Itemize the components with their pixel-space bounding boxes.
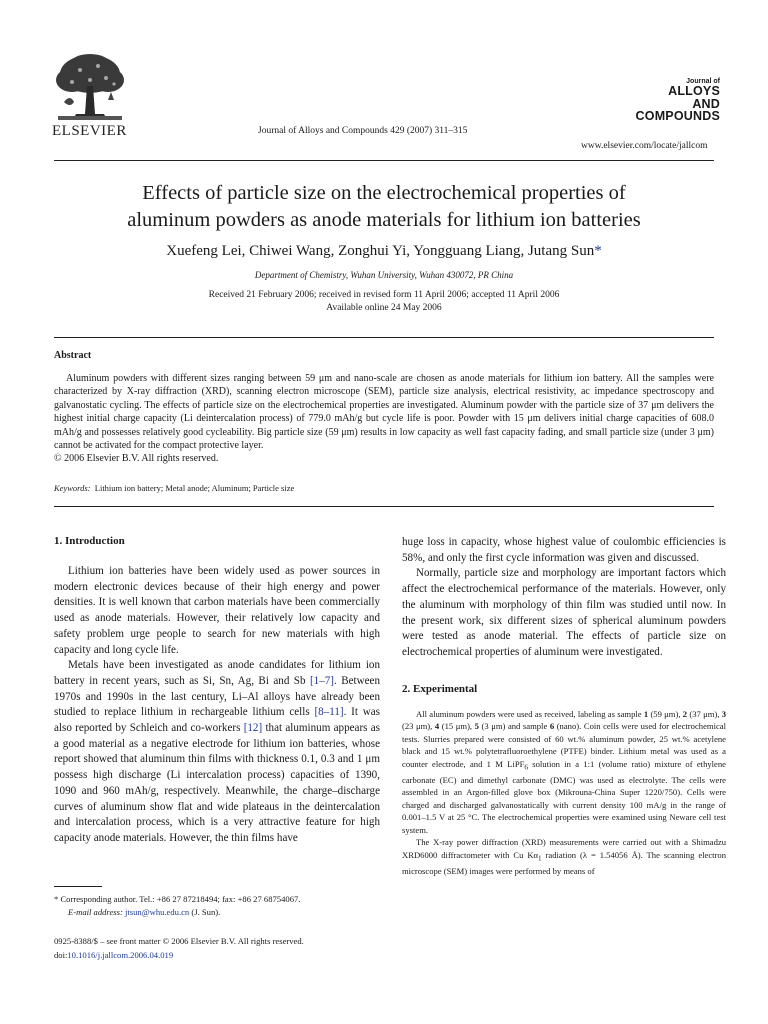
exp-p1-b: (nano). Coin cells were used for electrochemical tests. Slurries prepared were consisted of 60 wt.% aluminum powder, 25 wt.% acetylene black and 15 wt.% polytetrafluoroethylene (PTFE) binder. Lithium metal was used as a counter electrode, and 1 M LiPF — [402, 721, 726, 769]
journal-logo-line3: AND COMPOUNDS — [635, 96, 720, 123]
exp-p1-c: solution in a 1:1 (volume ratio) mixture of ethylene carbonate (EC) and dimethyl carbonate (DMC) was used as electrolyte. The cells were assembled in an Argon-filled glove box (Mikrouna-China Super 1220/750). Cells were charged and discharged galvanostatically with current density 100 mA/g in the range of 0.001–1.5 V at 25 °C. The electrochemical properties were examined using Neware cell test system. — [402, 758, 726, 835]
publication-dates — [60, 289, 708, 314]
email-label: E-mail address: — [68, 907, 123, 917]
author-email-link[interactable]: jtsun@whu.edu.cn — [124, 907, 190, 917]
abstract-text: Aluminum powders with different sizes ranging between 59 μm and nano-scale are chosen as anode materials for lithium ion battery. All the samples were characterized by X-ray diffraction (XRD), scanning electron microscope (SEM), particle size analysis, electrical resistivity, ac impedance spectroscopy and galvanostatic cycling. The effects of particle size on the electrochemical properties are investigated. Aluminum powder with the particle size of 37 μm delivers the highest initial charge capacity (Li deintercalation process) of 779.0 mAh/g but cycle life is poor. Powder with 15 μm delivers initial charge capacities of 608.0 mAh/g and possesses relatively good cycleability. Big particle size (59 μm) results in low capacity as well fast capacity fading, and small particle size (under 3 μm) cannot be activated for the compact protective layer. — [54, 373, 714, 452]
journal-url[interactable]: www.elsevier.com/locate/jallcom — [581, 141, 708, 151]
right-column — [402, 535, 726, 878]
footnote-divider — [54, 886, 102, 887]
intro-p2-text-b: . Between 1970s and 1990s in the last century, Li–Al alloys have already been studied to replace lithium in rechargeable lithium cells — [54, 674, 381, 719]
sample-4-label: 4 — [434, 721, 440, 732]
exp-p1-a: All aluminum powders were used as received, labeling as sample — [416, 708, 644, 719]
footnote-mark: * — [54, 894, 59, 904]
intro-p2-text-a: Metals have been investigated as anode candidates for lithium ion battery in recent years, such as Si, Sn, Ag, Bi and Sb — [54, 659, 380, 687]
front-matter — [54, 935, 384, 962]
exp-p2-b: radiation (λ = 1.54056 Å). The scanning electron microscope (SEM) images were performed by means of — [402, 849, 726, 877]
journal-citation: Journal of Alloys and Compounds 429 (2007) 311–315 — [258, 126, 468, 136]
reference-link-1-7[interactable]: [1–7] — [309, 674, 334, 687]
reference-link-12[interactable]: [12] — [243, 722, 263, 735]
doi-label: doi: — [54, 949, 68, 960]
corresponding-author-footnote — [54, 893, 384, 919]
sample-5-label: 5 — [474, 721, 479, 732]
abstract-top-divider — [54, 337, 714, 338]
corresponding-author-mark[interactable]: * — [594, 243, 602, 259]
sample-1-label: 1 — [643, 708, 649, 719]
online-date: Available online 24 May 2006 — [326, 302, 442, 313]
affiliation: Department of Chemistry, Wuhan University, Wuhan 430072, PR China — [254, 270, 514, 280]
authors-text: Xuefeng Lei, Chiwei Wang, Zonghui Yi, Yongguang Liang, Jutang Sun — [166, 243, 595, 259]
keywords — [54, 483, 294, 493]
abstract-heading: Abstract — [54, 350, 92, 361]
kalpha-subscript: 1 — [538, 854, 542, 863]
intro-paragraph-2 — [54, 658, 380, 846]
title-line-1: Effects of particle size on the electrochemical properties of — [142, 182, 626, 204]
footnote-contact: Corresponding author. Tel.: +86 27 87218494; fax: +86 27 68754067. — [58, 894, 301, 904]
exp-p1-s2: (37 μm), — [687, 708, 722, 719]
abstract-bottom-divider — [54, 506, 714, 507]
sample-3-label: 3 — [721, 708, 726, 719]
sample-6-label: 6 — [549, 721, 555, 732]
exp-p2-a: The X-ray power diffraction (XRD) measurements were carried out with a Shimadzu XRD6000 diffractometer with Cu Kα — [402, 837, 726, 860]
experimental-heading: 2. Experimental — [402, 682, 478, 695]
reference-link-8-11[interactable]: [8–11] — [314, 706, 344, 719]
elsevier-tree-logo — [50, 52, 130, 124]
abstract-body — [54, 372, 714, 466]
intro-paragraph-3: Normally, particle size and morphology are important factors which affect the electrochemical performance of the materials. However, only the aluminum with morphology of thin film was studied until now. In the present work, six different sizes of spherical aluminum powders were tested as anode material. The effects of particle size on electrochemical properties of aluminum were investigated. — [402, 567, 726, 658]
received-dates: Received 21 February 2006; received in revised form 11 April 2006; accepted 11 April 2006 — [208, 290, 560, 300]
exp-p1-s4: (15 μm), — [439, 721, 475, 732]
lipf6-subscript: 6 — [524, 763, 528, 772]
intro-p2-text-c: . It was also reported by Schleich and co-workers — [54, 706, 380, 735]
publisher-wordmark: ELSEVIER — [52, 123, 127, 139]
doi-link[interactable]: 10.1016/j.jallcom.2006.04.019 — [67, 949, 174, 960]
introduction-heading: 1. Introduction — [54, 535, 125, 547]
exp-p1-s3: (23 μm), — [402, 721, 435, 732]
title-line-2: aluminum powders as anode materials for lithium ion batteries — [127, 209, 641, 231]
keywords-list: Lithium ion battery; Metal anode; Aluminum; Particle size — [94, 483, 295, 493]
paper-title — [60, 180, 708, 234]
experimental-paragraph-1 — [402, 708, 726, 837]
author-list — [60, 243, 708, 260]
left-column — [54, 535, 380, 847]
intro-continued-paragraph: huge loss in capacity, whose highest value of coulombic efficiencies is 58%, and only the first cycle information was given and discussed. — [402, 536, 726, 564]
header-divider — [54, 160, 714, 161]
intro-paragraph-1: Lithium ion batteries have been widely used as power sources in modern electronic devices because of their high energy and power densities. It is well known that carbon materials have been commercially used as anode materials. However, their relatively low capacity and safety problem urge people to search for new materials with high capacity and long cycle life. — [54, 565, 380, 656]
exp-p1-s1: (59 μm), — [648, 708, 683, 719]
journal-logo — [612, 78, 720, 123]
abstract-copyright: © 2006 Elsevier B.V. All rights reserved. — [54, 453, 219, 465]
keywords-label: Keywords: — [54, 483, 91, 493]
journal-logo-line2: ALLOYS — [668, 84, 720, 98]
email-suffix: (J. Sun). — [189, 907, 221, 917]
exp-p1-s5: (3 μm) and sample — [478, 721, 550, 732]
journal-logo-line1: Journal of — [686, 78, 720, 85]
experimental-paragraph-2 — [402, 836, 726, 877]
sample-2-label: 2 — [682, 708, 688, 719]
intro-p2-text-d: that aluminum appears as a good material as a negative electrode for lithium ion batteries, whose report showed that aluminum thin films with thickness 0.1, 0.3 and 1 μm possess high discharge (Li intercalation process) capacities of 1390, 1090 and 960 mAh/g, respectively. Meanwhile, the charge–discharge curves of aluminum show flat and wide plateaus in the deintercalation and intercalation process, which is a very attractive feature for high capacity anode materials. However, the thin films have — [54, 722, 381, 844]
issn-line: 0925-8388/$ – see front matter © 2006 Elsevier B.V. All rights reserved. — [54, 936, 304, 946]
